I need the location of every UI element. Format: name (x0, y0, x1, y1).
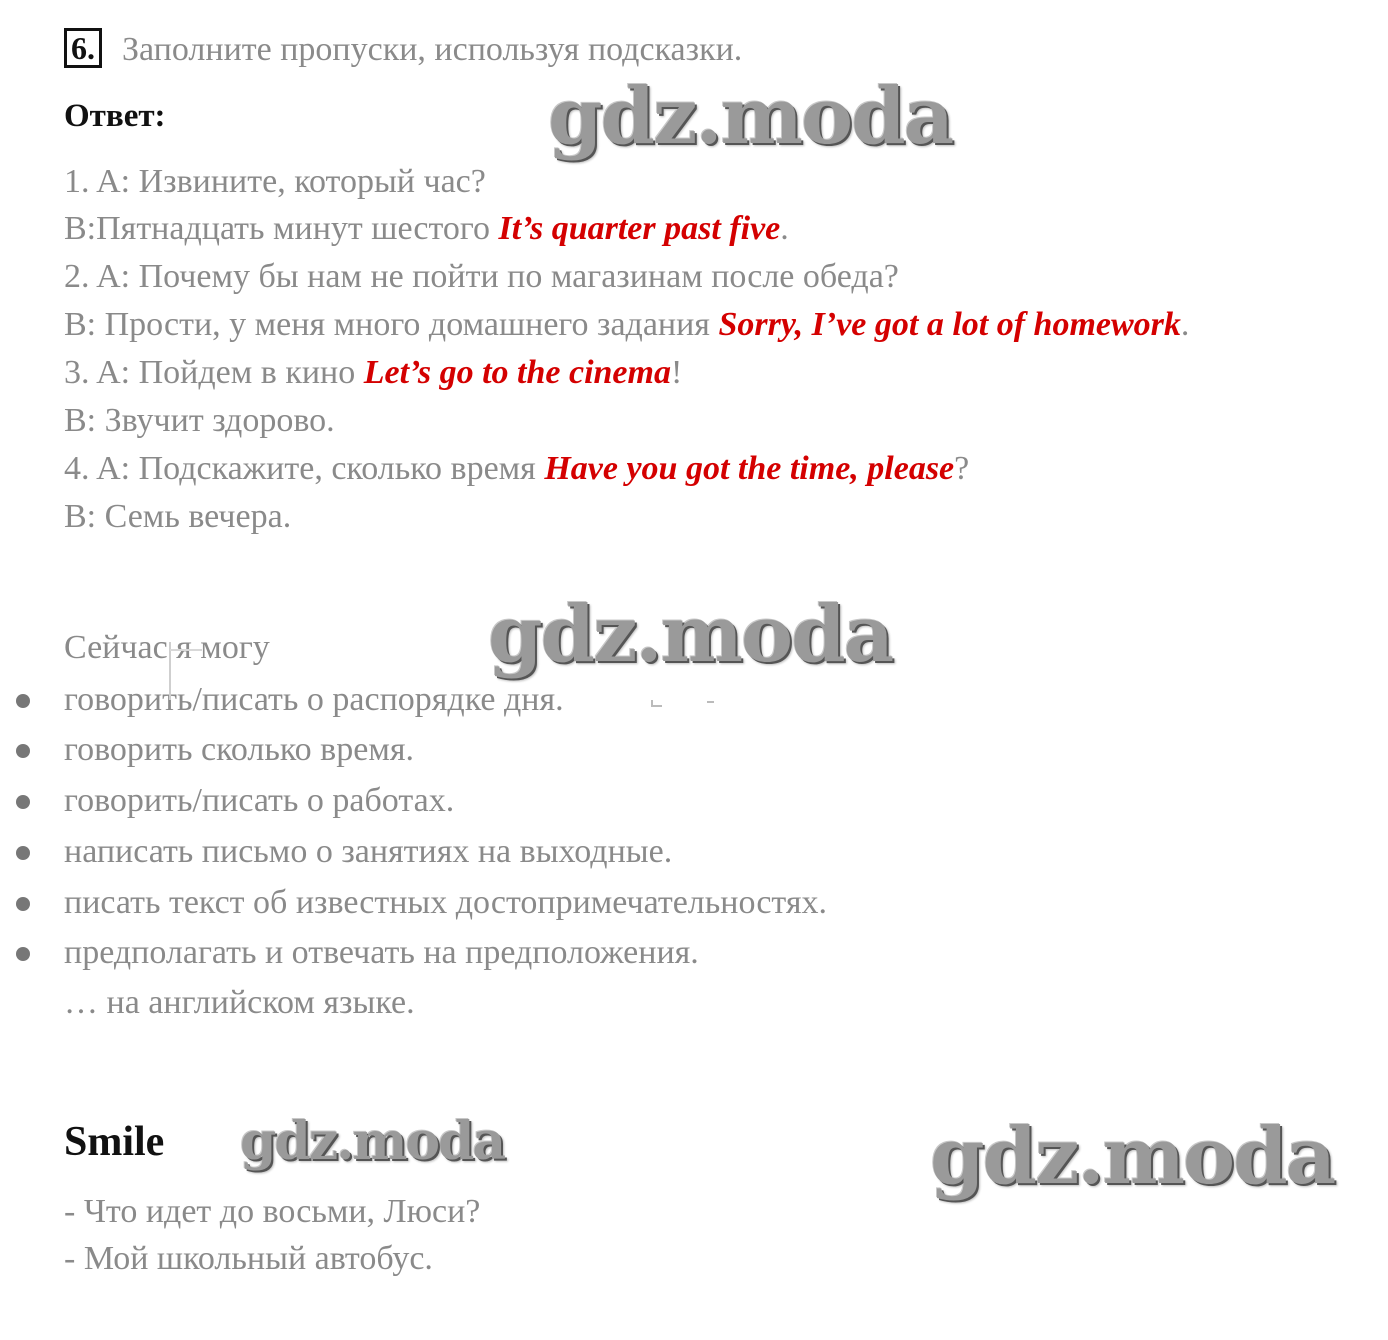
dialogue-line (64, 497, 291, 537)
watermark-logo: gdz.moda (930, 1111, 1335, 1202)
dialogue-prefix: 2. A: Почему бы нам не пойти по магазинам после обеда? (64, 258, 899, 295)
dialogue-answer: Let’s go to the cinema (363, 354, 671, 391)
smile-line: - Что идет до восьми, Люси? (64, 1193, 481, 1230)
bullet-icon (16, 846, 30, 860)
list-item: говорить/писать о распорядке дня. (64, 681, 564, 718)
dialogue-prefix: 4. A: Подскажите, сколько время (64, 450, 545, 487)
list-item: говорить сколько время. (64, 731, 414, 768)
dialogue-prefix: B: Семь вечера. (64, 498, 292, 535)
task-instruction: Заполните пропуски, используя подсказки. (122, 31, 743, 68)
list-item: говорить/писать о работах. (64, 782, 455, 819)
dialogue-suffix: ? (954, 450, 970, 487)
bullet-icon (16, 897, 30, 911)
dialogue-prefix: B: Звучит здорово. (64, 402, 335, 439)
dialogue-suffix: . (780, 210, 789, 247)
dialogue-line (64, 162, 486, 202)
bullet-icon (16, 694, 30, 708)
can-do-intro: Сейчас я могу (64, 629, 270, 666)
bullet-icon (16, 744, 30, 758)
list-item: писать текст об известных достопримечательностях. (64, 884, 827, 921)
dialogue-suffix: . (1180, 306, 1190, 343)
dialogue-prefix: B:Пятнадцать минут шестого (64, 210, 499, 247)
dialogue-line (64, 353, 682, 393)
list-item: написать письмо о занятиях на выходные. (64, 833, 673, 870)
dialogue-suffix: ! (670, 354, 683, 391)
dialogue-prefix: B: Прости, у меня много домашнего задания (64, 306, 719, 343)
dialogue-prefix: 1. A: Извините, который час? (64, 163, 486, 200)
smile-line: - Мой школьный автобус. (64, 1240, 433, 1277)
bullet-icon (16, 947, 30, 961)
dialogue-answer: Have you got the time, please (544, 450, 955, 487)
dialogue-answer: It’s quarter past five (498, 210, 781, 247)
dialogue-answer: Sorry, I’ve got a lot of homework (718, 306, 1181, 343)
smile-title: Smile (64, 1119, 165, 1165)
bullet-icon (16, 795, 30, 809)
dialogue-line (64, 401, 335, 441)
dialogue-line (64, 305, 1189, 345)
task-number: 6. (64, 28, 102, 68)
dialogue-line (64, 257, 899, 297)
can-do-outro: … на английском языке. (64, 984, 415, 1021)
dialogue-line (64, 449, 969, 489)
dialogue-line (64, 209, 789, 249)
watermark-logo: gdz.moda (488, 589, 893, 680)
dialogue-prefix: 3. A: Пойдем в кино (64, 354, 364, 391)
list-item: предполагать и отвечать на предположения. (64, 934, 699, 971)
watermark-logo: gdz.moda (240, 1111, 505, 1172)
watermark-logo: gdz.moda (548, 71, 953, 162)
answer-label: Ответ: (64, 98, 166, 134)
